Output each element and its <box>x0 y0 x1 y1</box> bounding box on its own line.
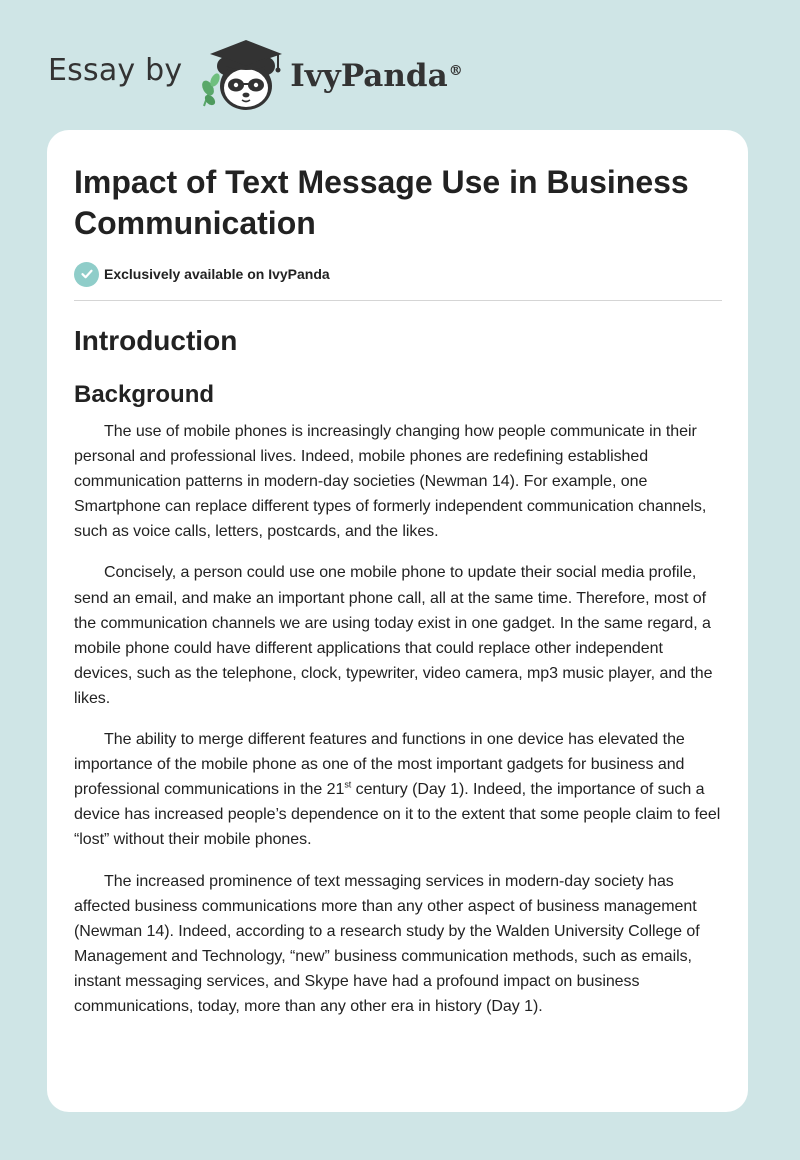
brand-prefix: Essay by <box>48 52 183 88</box>
brand-name-text: IvyPanda <box>290 58 448 94</box>
paragraph: Concisely, a person could use one mobile phone to update their social media profile, send an email, and make an important phone call, all at the same time. Therefore, most of the communication channels we are using today exist in one gadget. In the same regard, a mobile phone could have different applications that could replace other independent devices, such as the telephone, clock, typewriter, video camera, mp3 music player, and the likes. <box>74 564 713 707</box>
checkmark-icon <box>74 262 99 287</box>
brand-name <box>290 58 462 94</box>
registered-mark: ® <box>448 62 463 79</box>
page-title: Impact of Text Message Use in Business Communication <box>74 164 689 241</box>
essay-card <box>47 130 748 1112</box>
divider <box>74 300 722 301</box>
paragraph: The increased prominence of text messaging services in modern-day society has affected business communications more than any other aspect of business management (Newman 14). Indeed, according to a research study by the Walden University College of Management and Technology, “new” business communication methods, such as emails, instant messaging services, and Skype have had a profound impact on business communications, today, more than any other era in history (Day 1). <box>74 872 700 1015</box>
paragraph-text: The ability to merge different features and functions in one device has elevated the importance of the mobile phone as one of the most important gadgets for business and professional communications in the 21 <box>74 731 685 799</box>
exclusive-badge <box>74 260 722 288</box>
section-heading-introduction: Introduction <box>74 325 238 356</box>
badge-label: Exclusively available on IvyPanda <box>104 266 330 282</box>
paragraph: The use of mobile phones is increasingly changing how people communicate in their personal and professional lives. Indeed, mobile phones are redefining established communication patterns in modern-day societies (Newman 14). For example, one Smartphone can replace different types of formerly independent communication channels, such as voice calls, letters, postcards, and the likes. <box>74 423 707 541</box>
panda-logo-icon <box>198 36 288 112</box>
site-logo[interactable] <box>48 34 463 114</box>
paragraph <box>74 727 722 852</box>
paragraph-text: century (Day 1). Indeed, the importance of such a device has increased people’s dependence on it to the extent that some people claim to feel “lost” without their mobile phones. <box>74 781 721 849</box>
superscript-ordinal: st <box>344 779 352 790</box>
subheading-background: Background <box>74 381 215 408</box>
